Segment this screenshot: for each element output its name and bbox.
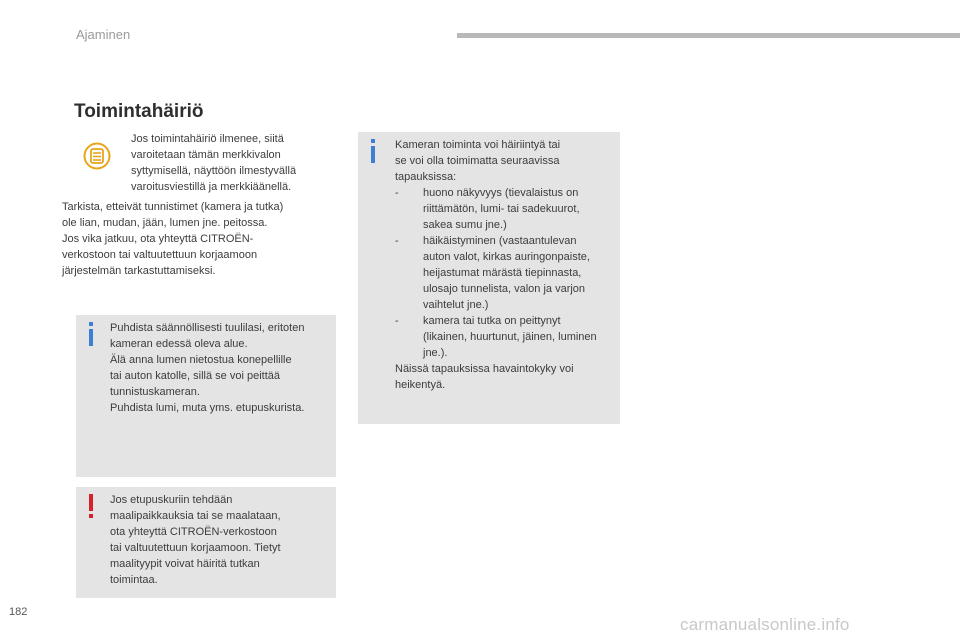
bullet-line: (likainen, huurtunut, jäinen, luminen [423,331,597,343]
warning-box-text [110,492,330,588]
bullet-dash: - [395,187,399,199]
info-line: heikentyä. [395,379,446,391]
info-box-text [395,137,614,393]
bullet-item [395,233,614,313]
info-line: Puhdista lumi, muta yms. etupuskurista. [110,402,305,414]
body-line: Jos vika jatkuu, ota yhteyttä CITROËN- [62,233,254,245]
warning-line: ota yhteyttä CITROËN-verkostoon [110,526,277,538]
bullet-line: auton valot, kirkas auringonpaiste, [423,251,590,263]
intro-line: varoitetaan tämän merkkivalon [131,149,281,161]
bullet-line: huono näkyvyys (tievalaistus on [423,187,579,199]
warning-line: toimintaa. [110,574,158,586]
bullet-line: heijastumat märästä tiepinnasta, [423,267,582,279]
bullet-dash: - [395,235,399,247]
intro-line: syttymisellä, näyttöön ilmestyvällä [131,165,297,177]
warning-line: tai valtuutettuun korjaamoon. Tietyt [110,542,281,554]
warning-line: maalityypit voivat häiritä tutkan [110,558,260,570]
bullet-line: ulosajo tunnelista, valon ja varjon [423,283,586,295]
info-line: se voi olla toimimatta seuraavissa [395,155,560,167]
info-box-camera-limits [358,132,620,424]
page-title: Toimintahäiriö [74,101,204,122]
body-line: Tarkista, etteivät tunnistimet (kamera ja tutka) [62,201,284,213]
page-number: 182 [9,606,28,618]
bullet-line: jne.). [423,347,448,359]
intro-line: Jos toimintahäiriö ilmenee, siitä [131,133,284,145]
info-icon [368,139,378,163]
watermark: carmanualsonline.info [680,615,850,634]
info-line: tapauksissa: [395,171,457,183]
warning-line: maalipaikkauksia tai se maalataan, [110,510,281,522]
bullet-item [395,185,614,233]
info-line: Älä anna lumen nietostua konepellille [110,354,292,366]
info-line: tai auton katolle, sillä se voi peittää [110,370,280,382]
section-label: Ajaminen [76,27,131,42]
bullet-line: kamera tai tutka on peittynyt [423,315,561,327]
header-bar [457,33,960,38]
body-line: verkostoon tai valtuutettuun korjaamoon [62,249,258,261]
body-paragraph [62,199,342,279]
info-line: Puhdista säännöllisesti tuulilasi, eritoten [110,322,305,334]
warning-line: Jos etupuskuriin tehdään [110,494,233,506]
bullet-dash: - [395,315,399,327]
exclamation-icon [86,494,96,518]
body-line: järjestelmän tarkastuttamiseksi. [62,265,216,277]
info-line: Näissä tapauksissa havaintokyky voi [395,363,574,375]
info-line: Kameran toiminta voi häiriintyä tai [395,139,561,151]
bullet-item [395,313,614,361]
bullet-line: vaihtelut jne.) [423,299,489,311]
info-icon [86,322,96,346]
body-line: ole lian, mudan, jään, lumen jne. peitossa. [62,217,268,229]
info-box-text [110,320,330,416]
warning-box-paint [76,487,336,598]
info-line: tunnistuskameran. [110,386,200,398]
intro-line: varoitusviestillä ja merkkiäänellä. [131,181,292,193]
bullet-line: riittämätön, lumi- tai sadekuurot, [423,203,580,215]
info-line: kameran edessä oleva alue. [110,338,248,350]
lane-camera-warning-icon [82,141,112,171]
bullet-line: sakea sumu jne.) [423,219,507,231]
info-box-cleaning [76,315,336,477]
bullet-line: häikäistyminen (vastaantulevan [423,235,577,247]
intro-paragraph [131,131,336,195]
